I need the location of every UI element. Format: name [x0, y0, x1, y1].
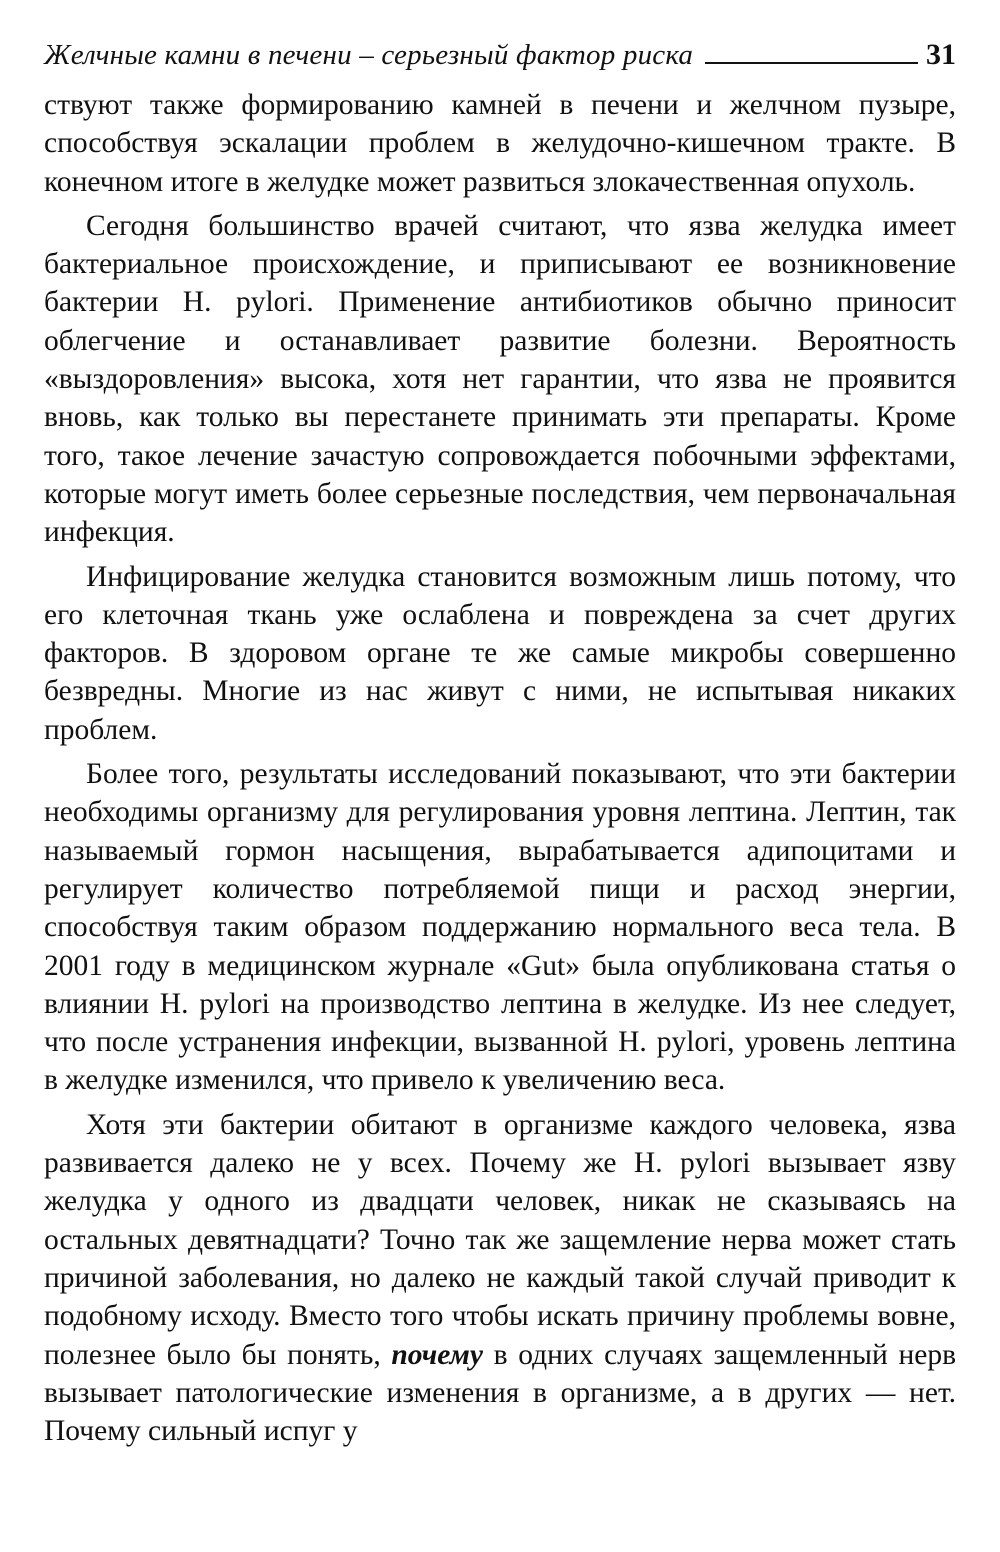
paragraph: Инфицирование желудка становится возможным лишь потому, что его клеточная ткань уже ослаблена и повреждена за счет других факторов. В здоровом органе те же самые микробы совершенно безвредны. Многие из нас живут с ними, не испытывая никаких проблем.: [44, 560, 956, 746]
paragraph: Более того, результаты исследований показывают, что эти бактерии необходимы организму для регулирования уровня лептина. Лептин, так называемый гормон насыщения, вырабатывается адипоцитами и регулирует количество потребляемой пищи и расход энергии, способствуя таким образом поддержанию нормального веса тела. В 2001 году в медицинском журнале «Gut» была опубликована статья о влиянии H. pylori на производство лептина в желудке. Из нее следует, что после устранения инфекции, вызванной H. pylori, уровень лептина в желудке изменился, что привело к увеличению веса.: [44, 758, 956, 1097]
paragraph-last: [44, 1106, 956, 1451]
paragraph: Сегодня большинство врачей считают, что язва желудка имеет бактериальное происхождение, и приписывают ее возникновение бактерии H. pylori. Применение антибиотиков обычно приносит облегчение и останавливает развитие болезни. Вероятность «выздоровления» высока, хотя нет гарантии, что язва не проявится вновь, как только вы перестанете принимать эти препараты. Кроме того, такое лечение зачастую сопровождается побочными эффектами, которые могут иметь более серьезные последствия, чем первоначальная инфекция.: [44, 209, 956, 549]
page-number: 31: [926, 38, 956, 71]
text-run: Хотя эти бактерии обитают в организме каждого человека, язва развивается далеко не у всех. Почему же H. pylori вызывает язву желудка у одного из двадцати человек, никак не сказываясь на остальных девятнадцати? Точно так же защемление нерва может стать причиной заболевания, но далеко не каждый такой случай приводит к подобному исходу. Вместо того чтобы искать причину проблемы вовне, полезнее было бы понять,: [44, 1108, 956, 1371]
running-header: [44, 30, 956, 72]
body-text: [44, 86, 956, 1450]
paragraph-continued: ствуют также формированию камней в печени и желчном пузыре, способствуя эскалации проблем в желудочно-кишечном тракте. В конечном итоге в желудке может развиться злокачественная опухоль.: [44, 89, 956, 198]
text-run: в одних случаях защемленный нерв вызывает патологические изменения в организме, а в других — нет. Почему сильный испуг у: [44, 1338, 957, 1448]
header-rule: [705, 62, 918, 64]
emphasized-word: почему: [391, 1338, 483, 1371]
chapter-title: Желчные камни в печени – серьезный фактор риска: [44, 39, 694, 71]
